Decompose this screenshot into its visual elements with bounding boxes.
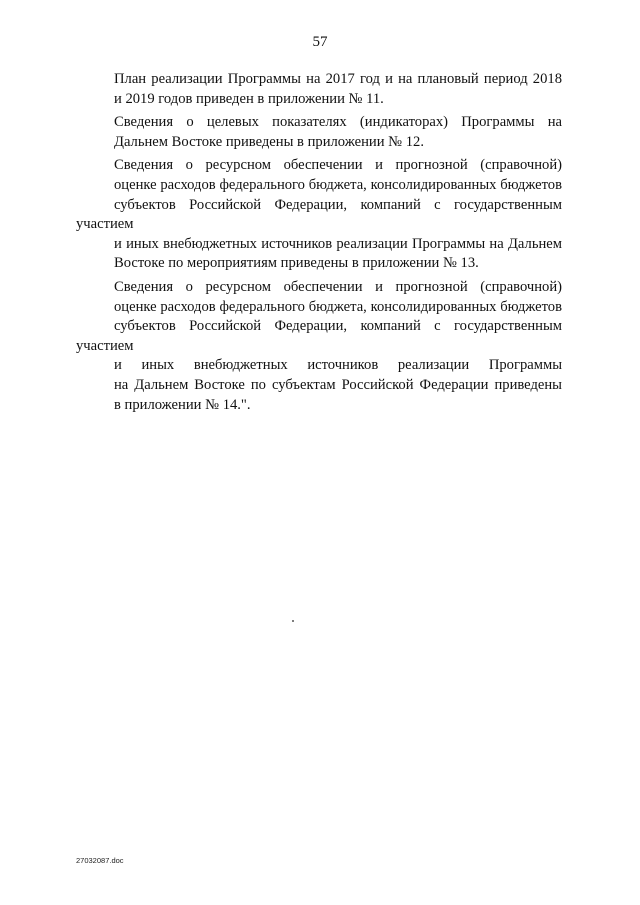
- footer-filename: 27032087.doc: [76, 856, 124, 865]
- paragraph-resources-by-activity: [76, 156, 562, 274]
- paragraph-indicators: [76, 113, 562, 152]
- text-line: оценке расходов федерального бюджета, консолидированных бюджетов: [114, 176, 562, 193]
- text-line: Сведения о ресурсном обеспечении и прогнозной (справочной): [114, 157, 562, 174]
- text-line: субъектов Российской Федерации, компаний с государственным участием: [76, 318, 562, 354]
- text-line: План реализации Программы на 2017 год и на плановый период 2018: [114, 71, 562, 87]
- document-body: [76, 70, 562, 419]
- stray-dot-mark: [292, 620, 294, 622]
- text-line: Сведения о целевых показателях (индикаторах) Программы на: [114, 114, 562, 131]
- text-line: в приложении № 14.".: [114, 396, 251, 413]
- text-line: Востоке по мероприятиям приведены в приложении № 13.: [114, 255, 479, 272]
- paragraph-plan: [76, 70, 562, 109]
- page-number: 57: [312, 34, 328, 50]
- text-line: Дальнем Востоке приведены в приложении № 12.: [114, 133, 424, 150]
- text-line: и иных внебюджетных источников реализации Программы на Дальнем: [114, 235, 562, 252]
- text-line: и иных внебюджетных источников реализации Программы: [114, 357, 562, 374]
- text-line: оценке расходов федерального бюджета, консолидированных бюджетов: [114, 298, 562, 315]
- paragraph-resources-by-region: [76, 278, 562, 415]
- text-line: на Дальнем Востоке по субъектам Российской Федерации приведены: [114, 376, 562, 393]
- text-line: субъектов Российской Федерации, компаний с государственным участием: [76, 196, 562, 233]
- text-line: Сведения о ресурсном обеспечении и прогнозной (справочной): [114, 278, 562, 295]
- text-line: и 2019 годов приведен в приложении № 11.: [114, 90, 384, 107]
